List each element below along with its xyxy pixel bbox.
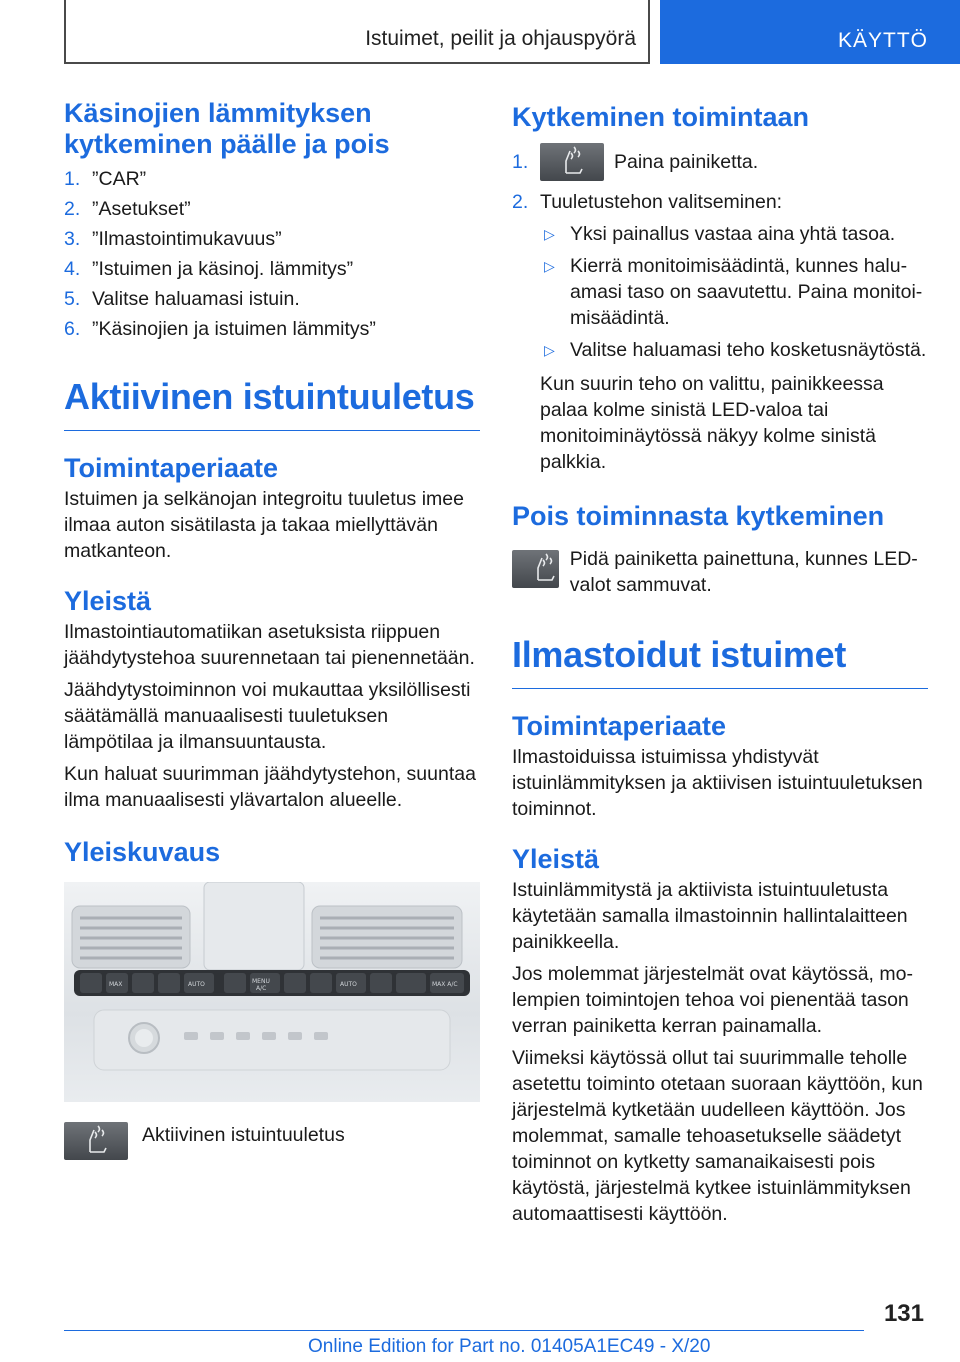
seat-ventilation-icon xyxy=(540,143,604,181)
triangle-bullet-icon: ▷ xyxy=(544,342,555,358)
substep-text: Kierrä monitoimisäädintä, kunnes haluamasi taso on saavutettu. Paina monitoimisäädintä. xyxy=(570,255,923,329)
section-rule xyxy=(64,430,480,431)
step-number: 3. xyxy=(64,228,81,250)
step-number: 2. xyxy=(64,198,81,220)
general-paragraph-2: Jos molemmat järjestelmät ovat käytössä, molempien toimintojen tehoa voi pienentää tason verran painiketta kerran painamalla. xyxy=(512,963,913,1037)
seat-ventilation-icon xyxy=(512,550,559,588)
running-header xyxy=(64,0,650,64)
substep-text: Valitse haluamasi teho kosketusnäytöstä. xyxy=(570,339,927,361)
step-text: Paina painiketta. xyxy=(614,150,759,173)
panel-label-auto-right: AUTO xyxy=(340,981,357,988)
general-paragraph-1: Istuinlämmitystä ja aktiivista istuintuuletusta käytetään samalla ilmastoinnin hallintalaitteen painikkeella. xyxy=(512,879,908,953)
chapter-tab xyxy=(660,0,960,64)
armrest-heating-steps xyxy=(64,166,480,342)
panel-label-ac: A/C xyxy=(256,985,267,992)
step-number: 6. xyxy=(64,318,81,340)
principle-heading: Toimintaperiaate xyxy=(512,711,727,741)
switch-off-text: Pidä painiketta painettuna, kunnes LED-valot sammuvat. xyxy=(569,548,918,596)
switch-off-instruction xyxy=(512,546,928,598)
section-rule xyxy=(512,688,928,689)
climate-seats-title: Ilmastoidut istuimet xyxy=(512,634,847,675)
general-paragraph-2: Jäähdytystoiminnon voi mukauttaa yksilöllisesti säätämällä manuaalisesti tuuletuksen lämpötilaa ja ilmansuuntausta. xyxy=(64,679,471,753)
principle-text: Istuimen ja selkänojan integroitu tuuletus imee ilmaa auton sisätilasta ja takaa miellyttävän matkanteon. xyxy=(64,488,464,562)
footer-edition: Online Edition for Part no. 01405A1EC49 - X/20 xyxy=(308,1336,711,1357)
step-text: Valitse haluamasi istuin. xyxy=(92,288,300,310)
step-number: 5. xyxy=(64,288,81,310)
triangle-bullet-icon: ▷ xyxy=(544,258,555,274)
step-text: Tuuletustehon valitseminen: xyxy=(540,191,783,213)
step-text: ”CAR” xyxy=(92,168,147,190)
step-item xyxy=(64,166,480,192)
left-column xyxy=(64,98,480,1160)
footer-rule xyxy=(64,1330,864,1331)
general-heading: Yleistä xyxy=(64,586,152,616)
step-item xyxy=(64,226,480,252)
step-item xyxy=(64,316,480,342)
climate-panel-photo xyxy=(64,882,480,1102)
header-section-title: Istuimet, peilit ja ohjauspyörä xyxy=(365,27,636,50)
step-item xyxy=(64,286,480,312)
principle-text: Ilmastoiduissa istuimissa yhdistyvät istuinlämmityksen ja aktiivisen istuintuuletuksen toiminnot. xyxy=(512,746,923,820)
step-text: ”Asetukset” xyxy=(92,198,191,220)
triangle-bullet-icon: ▷ xyxy=(544,226,555,242)
switch-on-heading: Kytkeminen toimintaan xyxy=(512,102,810,132)
general-paragraph-1: Ilmastointiautomatiikan asetuksista riippuen jäähdytystehoa suurennetaan tai pienennetään. xyxy=(64,621,475,669)
ventilation-icon-legend xyxy=(64,1122,480,1160)
panel-label-max: MAX xyxy=(109,981,123,988)
general-paragraph-3: Viimeksi käytössä ollut tai suurimmalle teholle asetettu toiminto otetaan suoraan käyttöön, kun järjestelmä kytketään uudelleen käyttöön. Jos molemmat, samalle tehoasetukselle säädetyt toiminnot on kytketty samanaikaisesti pois käytöstä, järjestelmä kytkee istuinlämmityksen automaattisesti käyttöön. xyxy=(512,1047,923,1225)
step-text: ”Ilmastointimukavuus” xyxy=(92,228,282,250)
armrest-heating-heading: Käsinojien lämmityksen kytkeminen päälle ja pois xyxy=(64,98,390,159)
ventilation-level-options xyxy=(540,221,928,363)
general-paragraph-3: Kun haluat suurimman jäähdytystehon, suuntaa ilma manuaalisesti ylävartalon alueelle. xyxy=(64,763,476,811)
step-number: 1. xyxy=(64,168,81,190)
step-number: 1. xyxy=(512,150,529,173)
principle-heading: Toimintaperiaate xyxy=(64,453,279,483)
general-heading: Yleistä xyxy=(512,844,600,874)
switch-on-step-1 xyxy=(512,143,928,181)
chapter-tab-label: KÄYTTÖ xyxy=(837,29,928,52)
switch-on-step-2 xyxy=(512,189,928,215)
step-item xyxy=(64,256,480,282)
substep-item xyxy=(540,221,928,247)
step-item xyxy=(64,196,480,222)
page-number: 131 xyxy=(883,1300,924,1327)
right-column xyxy=(512,98,928,1227)
switch-off-heading: Pois toiminnasta kytkeminen xyxy=(512,501,885,531)
seat-ventilation-icon xyxy=(64,1122,128,1160)
step-number: 2. xyxy=(512,191,529,213)
panel-label-max-ac: MAX A/C xyxy=(432,981,458,988)
max-level-note: Kun suurin teho on valittu, painikkeessa palaa kolme sinistä LED-valoa tai monitoiminäytössä näkyy kolme sinistä palkkia. xyxy=(540,373,884,473)
panel-label-menu: MENU xyxy=(252,978,270,985)
icon-caption: Aktiivinen istuintuuletus xyxy=(142,1124,345,1146)
substep-item xyxy=(540,337,928,363)
panel-label-auto-left: AUTO xyxy=(188,981,205,988)
step-text: ”Käsinojien ja istuimen lämmitys” xyxy=(92,318,376,340)
substep-text: Yksi painallus vastaa aina yhtä tasoa. xyxy=(570,223,896,245)
substep-item xyxy=(540,253,928,331)
active-ventilation-title: Aktiivinen istuintuuletus xyxy=(64,376,475,417)
overview-heading: Yleiskuvaus xyxy=(64,837,221,867)
step-text: ”Istuimen ja käsinoj. lämmitys” xyxy=(92,258,354,280)
step-number: 4. xyxy=(64,258,81,280)
